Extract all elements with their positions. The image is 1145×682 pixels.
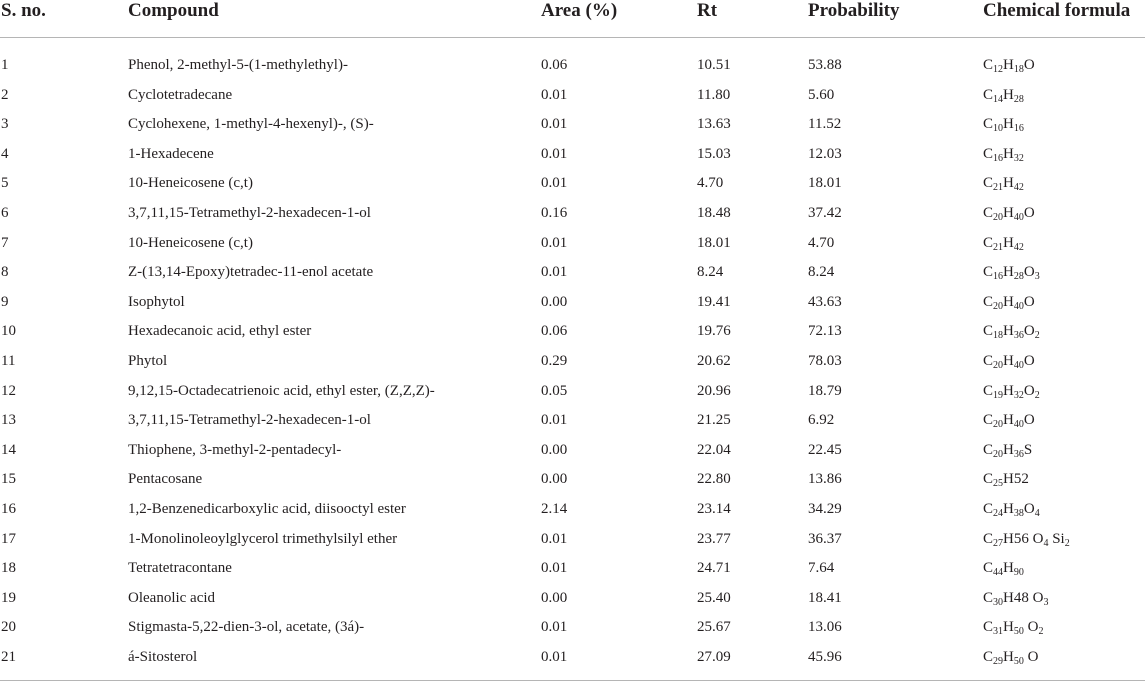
cell-sno: 20 (1, 619, 16, 636)
cell-probability: 53.88 (808, 57, 842, 73)
cell-compound: 10-Heneicosene (c,t) (128, 175, 253, 192)
cell-rt: 18.01 (697, 234, 731, 251)
cell-compound: á-Sitosterol (128, 649, 198, 665)
cell-compound: 3,7,11,15-Tetramethyl-2-hexadecen-1-ol (128, 412, 371, 429)
header-formula: Chemical formula (983, 0, 1131, 21)
cell-sno: 5 (1, 175, 9, 192)
cell-probability: 43.63 (808, 293, 842, 310)
cell-sno: 4 (1, 145, 9, 162)
table-row (0, 381, 1145, 410)
cell-rt: 19.76 (697, 323, 731, 340)
cell-probability: 18.79 (808, 382, 842, 399)
cell-probability: 11.52 (808, 116, 842, 133)
cell-area: 0.01 (541, 649, 568, 665)
table-row (0, 499, 1145, 528)
cell-compound: Isophytol (128, 293, 185, 310)
cell-probability: 6.92 (808, 412, 835, 429)
cell-sno: 3 (1, 116, 9, 133)
cell-sno: 21 (1, 649, 16, 665)
cell-formula: $C_{20}H_{40}O$ (983, 205, 1035, 223)
table-row (0, 647, 1145, 676)
cell-formula: $C_{21}H_{42}$ (983, 234, 1024, 253)
header-probability: Probability (808, 0, 900, 21)
header-rule (0, 37, 1145, 38)
cell-probability: 13.86 (808, 471, 842, 488)
cell-compound: 3,7,11,15-Tetramethyl-2-hexadecen-1-ol (128, 205, 371, 221)
cell-compound: Hexadecanoic acid, ethyl ester (128, 323, 312, 340)
cell-sno: 16 (1, 501, 16, 517)
cell-formula: $C_{29}H_{50}$ O (983, 649, 1039, 667)
cell-area: 0.06 (541, 323, 568, 340)
cell-sno: 9 (1, 293, 9, 310)
cell-probability: 12.03 (808, 145, 842, 162)
cell-formula: $C_{20}H_{36}S$ (983, 441, 1033, 460)
cell-sno: 18 (1, 560, 16, 577)
cell-formula: $C_{10}H_{16}$ (983, 116, 1024, 135)
table-row (0, 55, 1145, 84)
cell-area: 0.16 (541, 205, 568, 221)
cell-formula: $C_{18}H_{36}O_2$ (983, 323, 1040, 342)
cell-rt: 22.80 (697, 471, 731, 488)
cell-compound: Cyclohexene, 1-methyl-4-hexenyl)-, (S)- (128, 116, 374, 133)
table-row (0, 410, 1145, 439)
cell-formula: $C_{12}H_{18}O$ (983, 57, 1035, 75)
table-row (0, 321, 1145, 350)
cell-formula: $C_{16}H_{28}O_3$ (983, 264, 1040, 283)
cell-area: 0.06 (541, 57, 568, 73)
table-row (0, 233, 1145, 262)
table-row (0, 262, 1145, 291)
cell-sno: 7 (1, 234, 9, 251)
cell-rt: 25.67 (697, 619, 731, 636)
cell-area: 0.01 (541, 530, 568, 547)
cell-probability: 7.64 (808, 560, 835, 577)
cell-probability: 4.70 (808, 234, 835, 251)
header-area: Area (%) (541, 0, 618, 21)
cell-area: 0.01 (541, 560, 568, 577)
cell-sno: 15 (1, 471, 16, 488)
cell-compound: 1-Hexadecene (128, 145, 214, 162)
cell-probability: 18.01 (808, 175, 842, 192)
cell-sno: 10 (1, 323, 16, 340)
cell-area: 0.01 (541, 145, 568, 162)
cell-probability: 13.06 (808, 619, 842, 636)
cell-compound: Thiophene, 3-methyl-2-pentadecyl- (128, 441, 342, 458)
cell-compound: 1-Monolinoleoylglycerol trimethylsilyl ether (128, 530, 398, 547)
table-row (0, 440, 1145, 469)
cell-area: 0.01 (541, 116, 568, 133)
cell-formula: $C_{31}H_{50}$ $O_2$ (983, 619, 1044, 638)
cell-area: 0.00 (541, 471, 568, 488)
cell-probability: 5.60 (808, 86, 835, 103)
cell-area: 2.14 (541, 501, 568, 517)
cell-sno: 13 (1, 412, 16, 429)
cell-rt: 25.40 (697, 589, 731, 606)
cell-formula: $C_{27}H56$ $O_4$ $Si_2$ (983, 530, 1070, 549)
cell-rt: 20.96 (697, 382, 731, 399)
cell-probability: 8.24 (808, 264, 835, 281)
cell-rt: 27.09 (697, 649, 731, 665)
cell-sno: 11 (1, 353, 16, 369)
cell-sno: 2 (1, 86, 9, 103)
cell-rt: 4.70 (697, 175, 724, 192)
cell-area: 0.01 (541, 175, 568, 192)
bottom-rule (0, 680, 1145, 681)
cell-formula: $C_{20}H_{40}O$ (983, 412, 1035, 431)
cell-area: 0.01 (541, 412, 568, 429)
cell-formula: $C_{20}H_{40}O$ (983, 293, 1035, 312)
cell-sno: 14 (1, 441, 16, 458)
header-rt: Rt (697, 0, 718, 21)
cell-formula: $C_{16}H_{32}$ (983, 145, 1024, 164)
header-compound: Compound (128, 0, 219, 21)
cell-area: 0.00 (541, 441, 568, 458)
cell-compound: Tetratetracontane (128, 560, 232, 577)
table-row (0, 203, 1145, 232)
table-row (0, 469, 1145, 498)
table-row (0, 617, 1145, 646)
cell-area: 0.29 (541, 353, 568, 369)
cell-sno: 17 (1, 530, 16, 547)
cell-probability: 36.37 (808, 530, 842, 547)
cell-compound: 1,2-Benzenedicarboxylic acid, diisooctyl ester (128, 501, 406, 517)
table-row (0, 558, 1145, 587)
cell-rt: 13.63 (697, 116, 731, 133)
table-row (0, 529, 1145, 558)
cell-probability: 18.41 (808, 589, 842, 606)
table-row (0, 292, 1145, 321)
cell-probability: 45.96 (808, 649, 842, 665)
cell-compound: Cyclotetradecane (128, 86, 233, 103)
cell-area: 0.01 (541, 86, 568, 103)
cell-compound: Phenol, 2-methyl-5-(1-methylethyl)- (128, 57, 348, 73)
cell-formula: $C_{21}H_{42}$ (983, 175, 1024, 194)
cell-area: 0.00 (541, 589, 568, 606)
cell-rt: 15.03 (697, 145, 731, 162)
cell-rt: 18.48 (697, 205, 731, 221)
cell-area: 0.05 (541, 382, 568, 399)
cell-sno: 8 (1, 264, 9, 281)
cell-formula: $C_{14}H_{28}$ (983, 86, 1024, 105)
cell-area: 0.00 (541, 293, 568, 310)
table-row (0, 173, 1145, 202)
cell-compound: Oleanolic acid (128, 589, 216, 606)
cell-rt: 21.25 (697, 412, 731, 429)
cell-compound: Phytol (128, 353, 168, 369)
cell-rt: 23.14 (697, 501, 731, 517)
table-row (0, 588, 1145, 617)
cell-rt: 11.80 (697, 86, 731, 103)
cell-compound: Stigmasta-5,22-dien-3-ol, acetate, (3á)- (128, 619, 365, 636)
header-sno: S. no. (1, 0, 46, 21)
cell-rt: 10.51 (697, 57, 731, 73)
cell-formula: $C_{20}H_{40}O$ (983, 353, 1035, 371)
cell-sno: 1 (1, 57, 9, 73)
cell-formula: $C_{24}H_{38}O_4$ (983, 501, 1040, 519)
cell-compound: Z-(13,14-Epoxy)tetradec-11-enol acetate (128, 264, 374, 281)
cell-area: 0.01 (541, 264, 568, 281)
cell-rt: 8.24 (697, 264, 724, 281)
cell-formula: $C_{25}H52$ (983, 471, 1029, 490)
cell-rt: 19.41 (697, 293, 731, 310)
table-row (0, 114, 1145, 143)
table-row (0, 351, 1145, 380)
cell-probability: 72.13 (808, 323, 842, 340)
cell-rt: 20.62 (697, 353, 731, 369)
table-row (0, 144, 1145, 173)
cell-probability: 37.42 (808, 205, 842, 221)
cell-area: 0.01 (541, 619, 568, 636)
cell-area: 0.01 (541, 234, 568, 251)
table-header (0, 0, 1145, 38)
cell-formula: $C_{19}H_{32}O_2$ (983, 382, 1040, 401)
cell-rt: 22.04 (697, 441, 731, 458)
cell-rt: 24.71 (697, 560, 731, 577)
cell-sno: 6 (1, 205, 9, 221)
cell-sno: 12 (1, 382, 16, 399)
cell-compound: 10-Heneicosene (c,t) (128, 234, 253, 251)
cell-formula: $C_{30}H48$ $O_3$ (983, 589, 1049, 608)
cell-formula: $C_{44}H_{90}$ (983, 560, 1024, 579)
cell-probability: 34.29 (808, 501, 842, 517)
cell-probability: 78.03 (808, 353, 842, 369)
table-row (0, 85, 1145, 114)
cell-rt: 23.77 (697, 530, 731, 547)
cell-probability: 22.45 (808, 441, 842, 458)
cell-compound: Pentacosane (128, 471, 203, 488)
cell-sno: 19 (1, 589, 16, 606)
cell-compound: 9,12,15-Octadecatrienoic acid, ethyl ester, (Z,Z,Z)- (128, 382, 435, 399)
